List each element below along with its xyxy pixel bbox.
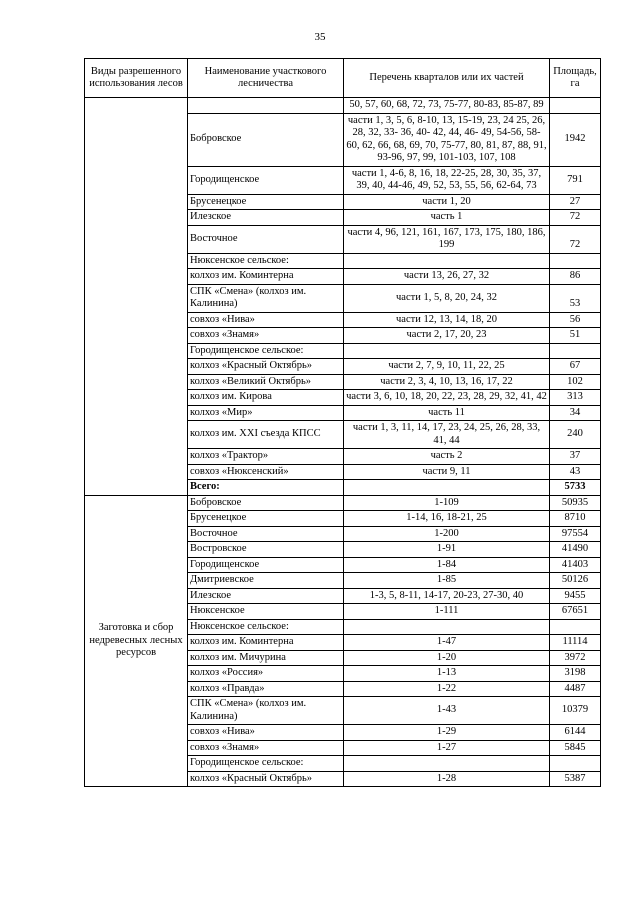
cell-parts: части 3, 6, 10, 18, 20, 22, 23, 28, 29, 32, 41, 42 (344, 390, 550, 406)
cell-forestry-name: Всего: (188, 480, 344, 496)
header-parts: Перечень кварталов или их частей (344, 59, 550, 98)
cell-forestry-name: колхоз им. Коминтерна (188, 269, 344, 285)
cell-forestry-name: Брусенецкое (188, 194, 344, 210)
cell-area: 6144 (550, 725, 601, 741)
cell-forestry-name: Бобровское (188, 113, 344, 166)
cell-parts: части 2, 17, 20, 23 (344, 328, 550, 344)
cell-area: 791 (550, 166, 601, 194)
cell-parts (344, 343, 550, 359)
cell-area: 37 (550, 449, 601, 465)
cell-parts: 1-14, 16, 18-21, 25 (344, 511, 550, 527)
cell-area: 5387 (550, 771, 601, 787)
cell-forestry-name: колхоз «Правда» (188, 681, 344, 697)
cell-forestry-name: колхоз им. Кирова (188, 390, 344, 406)
cell-area: 72 (550, 210, 601, 226)
cell-parts: части 1, 5, 8, 20, 24, 32 (344, 284, 550, 312)
cell-forestry-name: совхоз «Знамя» (188, 328, 344, 344)
cell-area: 9455 (550, 588, 601, 604)
cell-forestry-name (188, 98, 344, 114)
cell-area: 97554 (550, 526, 601, 542)
cell-area (550, 98, 601, 114)
table-row (85, 495, 601, 511)
cell-kind: Заготовка и сбор недревесных лесных ресурсов (85, 495, 188, 787)
cell-parts: части 1, 3, 11, 14, 17, 23, 24, 25, 26, 28, 33, 41, 44 (344, 421, 550, 449)
cell-area: 3972 (550, 650, 601, 666)
cell-parts: части 1, 4-6, 8, 16, 18, 22-25, 28, 30, 35, 37, 39, 40, 44-46, 49, 52, 53, 55, 56, 62-64, 73 (344, 166, 550, 194)
cell-area (550, 343, 601, 359)
cell-forestry-name: колхоз им. Мичурина (188, 650, 344, 666)
cell-parts: 1-85 (344, 573, 550, 589)
cell-forestry-name: Восточное (188, 526, 344, 542)
cell-forestry-name: Илезское (188, 588, 344, 604)
cell-parts: 1-109 (344, 495, 550, 511)
table-header-row (85, 59, 601, 98)
cell-area: 313 (550, 390, 601, 406)
cell-parts: части 12, 13, 14, 18, 20 (344, 312, 550, 328)
cell-forestry-name: колхоз «Трактор» (188, 449, 344, 465)
cell-parts: 1-111 (344, 604, 550, 620)
cell-area: 8710 (550, 511, 601, 527)
cell-parts: часть 11 (344, 405, 550, 421)
cell-area (550, 756, 601, 772)
cell-forestry-name: Востровское (188, 542, 344, 558)
cell-forestry-name: Городищенское (188, 166, 344, 194)
cell-parts: части 2, 7, 9, 10, 11, 22, 25 (344, 359, 550, 375)
cell-forestry-name: колхоз «Великий Октябрь» (188, 374, 344, 390)
cell-area: 102 (550, 374, 601, 390)
table-body (85, 98, 601, 787)
cell-area: 1942 (550, 113, 601, 166)
cell-parts: 1-43 (344, 697, 550, 725)
header-area: Площадь, га (550, 59, 601, 98)
cell-area: 50935 (550, 495, 601, 511)
cell-area: 51 (550, 328, 601, 344)
cell-parts: 1-84 (344, 557, 550, 573)
cell-parts: 1-29 (344, 725, 550, 741)
cell-area: 3198 (550, 666, 601, 682)
cell-area: 56 (550, 312, 601, 328)
cell-forestry-name: колхоз «Красный Октябрь» (188, 359, 344, 375)
cell-parts: части 13, 26, 27, 32 (344, 269, 550, 285)
cell-forestry-name: СПК «Смена» (колхоз им. Калинина) (188, 284, 344, 312)
cell-kind (85, 98, 188, 496)
cell-parts: части 9, 11 (344, 464, 550, 480)
cell-area: 86 (550, 269, 601, 285)
cell-parts (344, 756, 550, 772)
cell-forestry-name: колхоз «Мир» (188, 405, 344, 421)
cell-area: 27 (550, 194, 601, 210)
page-number: 35 (314, 31, 326, 43)
header-kind: Виды разрешенного использования лесов (85, 59, 188, 98)
cell-parts: части 1, 20 (344, 194, 550, 210)
cell-forestry-name: Восточное (188, 225, 344, 253)
cell-parts: 1-47 (344, 635, 550, 651)
cell-forestry-name: колхоз им. XXI съезда КПСС (188, 421, 344, 449)
cell-parts: часть 1 (344, 210, 550, 226)
cell-forestry-name: совхоз «Нива» (188, 725, 344, 741)
cell-forestry-name: Дмитриевское (188, 573, 344, 589)
cell-area: 10379 (550, 697, 601, 725)
cell-parts: 1-28 (344, 771, 550, 787)
cell-area: 41490 (550, 542, 601, 558)
cell-parts: части 4, 96, 121, 161, 167, 173, 175, 180, 186, 199 (344, 225, 550, 253)
cell-forestry-name: совхоз «Нюксенский» (188, 464, 344, 480)
cell-parts: 1-20 (344, 650, 550, 666)
cell-parts: 1-3, 5, 8-11, 14-17, 20-23, 27-30, 40 (344, 588, 550, 604)
cell-area: 43 (550, 464, 601, 480)
cell-forestry-name: совхоз «Знамя» (188, 740, 344, 756)
cell-area: 11114 (550, 635, 601, 651)
cell-parts (344, 480, 550, 496)
cell-area: 240 (550, 421, 601, 449)
cell-forestry-name: Городищенское (188, 557, 344, 573)
cell-forestry-name: Бобровское (188, 495, 344, 511)
cell-parts: 1-13 (344, 666, 550, 682)
cell-parts: 1-200 (344, 526, 550, 542)
cell-forestry-name: Нюксенское сельское: (188, 619, 344, 635)
header-forestry: Наименование участкового лесничества (188, 59, 344, 98)
cell-parts: части 2, 3, 4, 10, 13, 16, 17, 22 (344, 374, 550, 390)
cell-forestry-name: СПК «Смена» (колхоз им. Калинина) (188, 697, 344, 725)
cell-forestry-name: колхоз «Россия» (188, 666, 344, 682)
cell-forestry-name: колхоз «Красный Октябрь» (188, 771, 344, 787)
cell-forestry-name: Нюксенское (188, 604, 344, 620)
cell-area: 5733 (550, 480, 601, 496)
cell-area (550, 619, 601, 635)
cell-forestry-name: Городищенское сельское: (188, 343, 344, 359)
cell-parts: 1-22 (344, 681, 550, 697)
cell-parts: часть 2 (344, 449, 550, 465)
table-row (85, 98, 601, 114)
cell-parts: 1-27 (344, 740, 550, 756)
cell-parts (344, 619, 550, 635)
forest-use-table (84, 58, 601, 787)
cell-forestry-name: Илезское (188, 210, 344, 226)
cell-parts: 50, 57, 60, 68, 72, 73, 75-77, 80-83, 85-87, 89 (344, 98, 550, 114)
cell-area: 4487 (550, 681, 601, 697)
cell-area (550, 253, 601, 269)
cell-forestry-name: совхоз «Нива» (188, 312, 344, 328)
cell-forestry-name: колхоз им. Коминтерна (188, 635, 344, 651)
cell-area: 41403 (550, 557, 601, 573)
cell-area: 5845 (550, 740, 601, 756)
cell-area: 72 (550, 225, 601, 253)
cell-area: 50126 (550, 573, 601, 589)
cell-parts: части 1, 3, 5, 6, 8-10, 13, 15-19, 23, 24 25, 26, 28, 32, 33- 36, 40- 42, 44, 46- 49, 54-56, 58-60, 62, 66, 68, 69, 70, 75-77, 80, 81, 87, 88, 91, 93-96, 97, 99, 101-103, 107, 108 (344, 113, 550, 166)
cell-forestry-name: Нюксенское сельское: (188, 253, 344, 269)
cell-area: 34 (550, 405, 601, 421)
cell-forestry-name: Брусенецкое (188, 511, 344, 527)
cell-area: 67 (550, 359, 601, 375)
cell-parts: 1-91 (344, 542, 550, 558)
cell-forestry-name: Городищенское сельское: (188, 756, 344, 772)
cell-area: 67651 (550, 604, 601, 620)
cell-area: 53 (550, 284, 601, 312)
cell-parts (344, 253, 550, 269)
